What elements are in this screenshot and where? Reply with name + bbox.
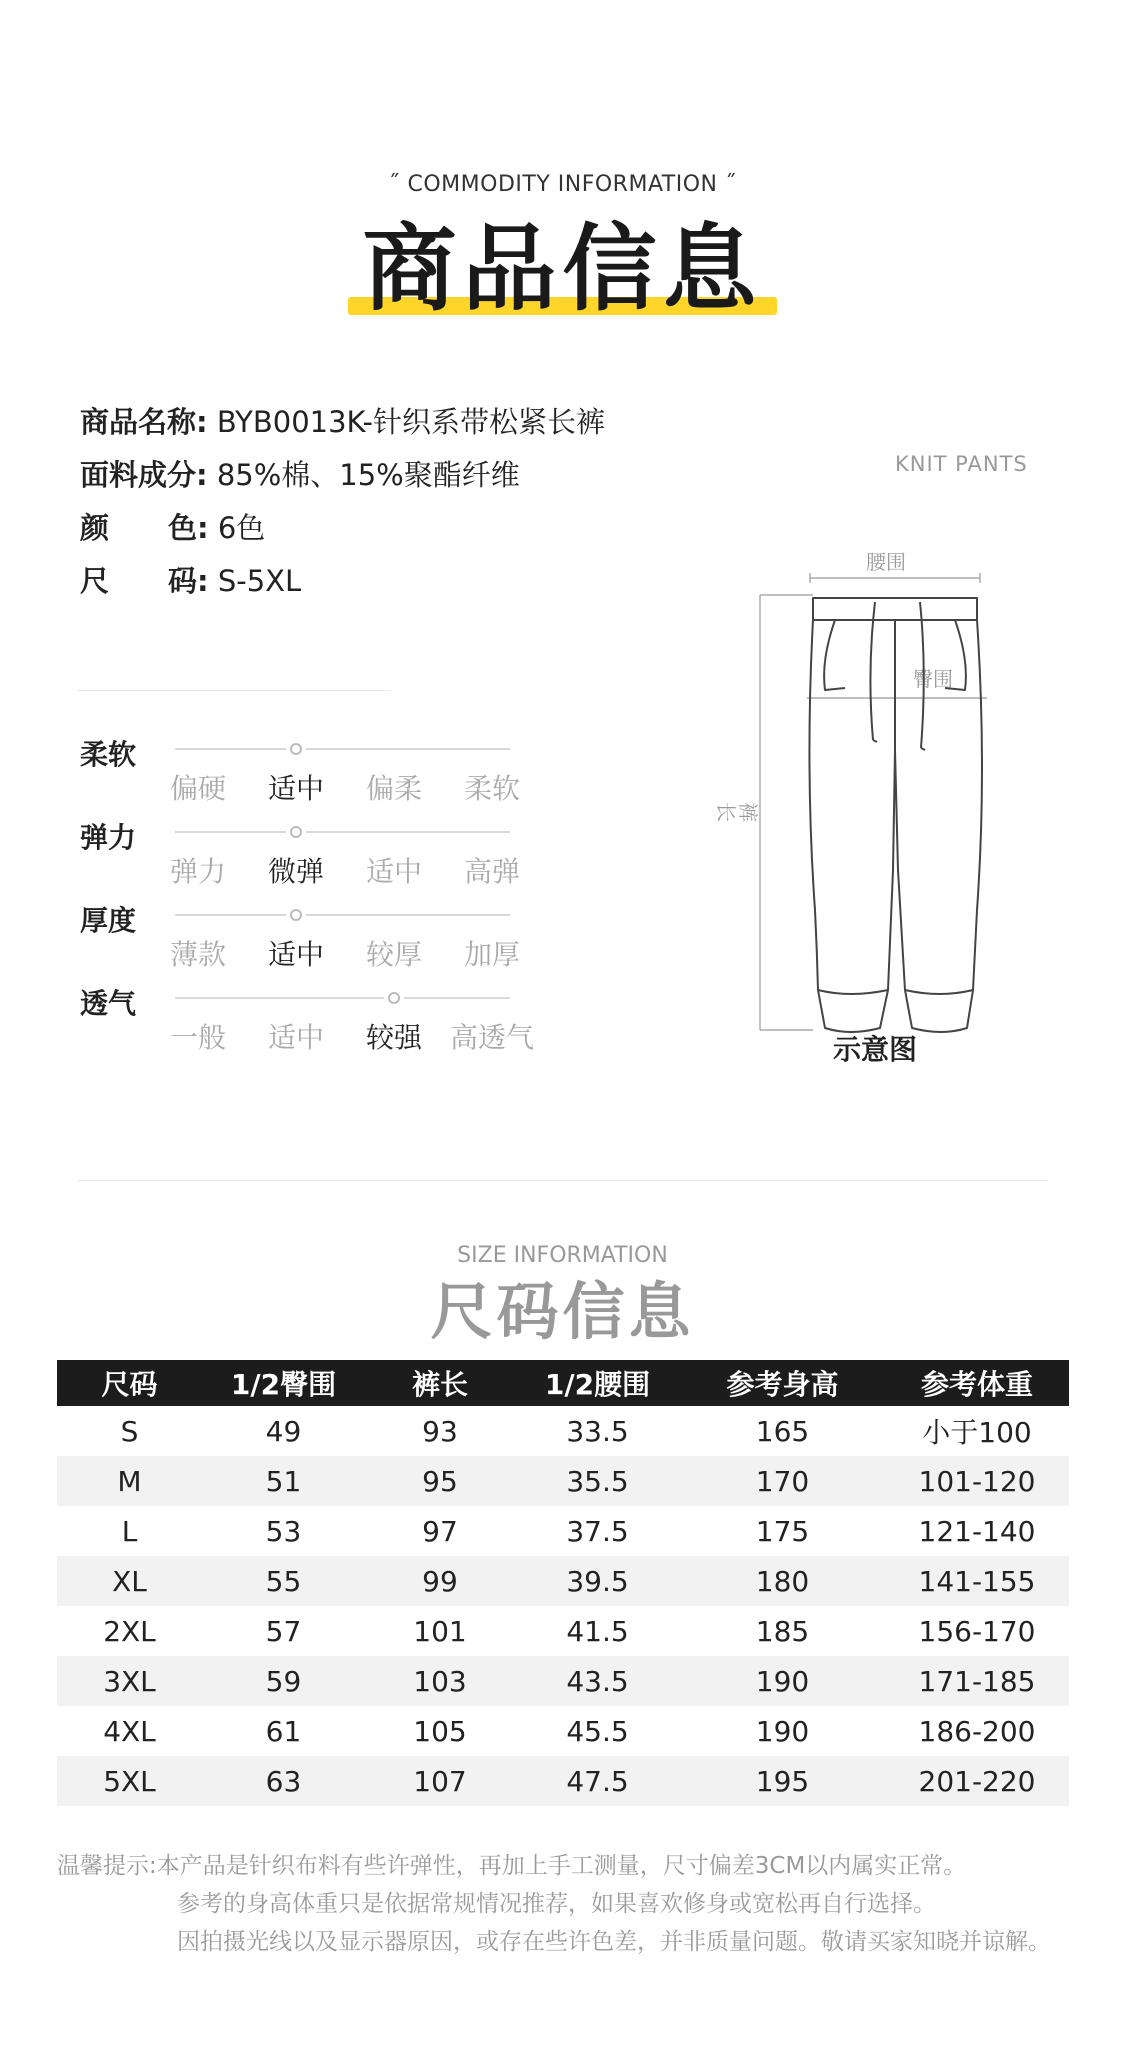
header-length: 裤长: [365, 1360, 515, 1406]
table-cell: 63: [202, 1756, 365, 1806]
table-row: [57, 1506, 1069, 1556]
color-row: [80, 506, 265, 547]
table-cell: 45.5: [566, 1714, 629, 1748]
table-cell: 190: [680, 1656, 885, 1706]
tips-line-1: [57, 1847, 966, 1885]
scale-option: 较厚: [365, 938, 422, 971]
table-row: [57, 1556, 1069, 1606]
length-label: [714, 790, 760, 834]
hip-label: 臀围: [913, 667, 953, 691]
table-cell: L: [121, 1514, 138, 1548]
scale-marker: [290, 826, 302, 838]
tips-text-1: 本产品是针织布料有些许弹性，再加上手工测量，尺寸偏差3CM以内属实正常。: [156, 1853, 967, 1879]
table-cell: 33.5: [566, 1414, 629, 1448]
table-cell: 195: [680, 1756, 885, 1806]
product-name-label: 商品名称:: [80, 405, 208, 439]
table-cell: 37.5: [566, 1514, 629, 1548]
waist-label: 腰围: [866, 550, 906, 574]
scale-option: 适中: [267, 1021, 324, 1054]
tips-line-2: 参考的身高体重只是依据常规情况推荐，如果喜欢修身或宽松再自行选择。: [177, 1891, 936, 1917]
scale-option: 柔软: [463, 772, 520, 805]
table-cell: 170: [680, 1456, 885, 1506]
diagram-caption: 示意图: [832, 1033, 917, 1066]
size-value: S-5XL: [217, 564, 302, 598]
fabric-row: [80, 453, 520, 494]
table-cell: 156-170: [918, 1614, 1036, 1648]
table-cell: 101: [413, 1614, 467, 1648]
scale-track: [175, 748, 286, 750]
header-size: 尺码: [57, 1360, 202, 1406]
size-label-2: 码:: [168, 564, 209, 598]
table-row: [57, 1606, 1069, 1656]
header-waist: 1/2腰围: [515, 1360, 680, 1406]
product-name-row: [80, 400, 605, 441]
scale-option: 高弹: [463, 855, 520, 888]
table-cell: 99: [365, 1556, 515, 1606]
table-cell: 57: [265, 1614, 302, 1648]
table-cell: 186-200: [918, 1714, 1036, 1748]
table-cell: 5XL: [57, 1756, 202, 1806]
scale-option: 适中: [267, 938, 324, 971]
scale-option: 偏硬: [169, 772, 226, 805]
color-value: 6色: [217, 511, 266, 545]
header-weight: 参考体重: [885, 1360, 1069, 1406]
table-cell: S: [120, 1414, 139, 1448]
scale-track: [306, 748, 510, 750]
scale-marker: [388, 992, 400, 1004]
scale-option: 适中: [267, 772, 324, 805]
table-cell: 103: [365, 1656, 515, 1706]
scale-option: 高透气: [449, 1021, 534, 1054]
scale-track: [175, 914, 286, 916]
size-table-header: [57, 1360, 1069, 1406]
table-cell: 53: [265, 1514, 302, 1548]
table-row: [57, 1756, 1069, 1806]
pants-outline-icon: [809, 598, 982, 1032]
fabric-value: 85%棉、15%聚酯纤维: [216, 458, 520, 492]
size-eyebrow: SIZE INFORMATION: [457, 1243, 668, 1268]
title-wrap: [0, 215, 1125, 325]
table-cell: 41.5: [566, 1614, 629, 1648]
color-label-2: 色:: [168, 511, 209, 545]
page-title: [362, 215, 762, 325]
table-cell: 4XL: [103, 1714, 156, 1748]
measure-lines: [760, 573, 987, 1030]
pants-diagram: [755, 570, 995, 1040]
size-title: 尺码信息: [430, 1275, 695, 1348]
product-name-value: BYB0013K-针织系带松紧长裤: [216, 405, 605, 439]
table-cell: 61: [265, 1714, 302, 1748]
table-cell: 201-220: [885, 1756, 1069, 1806]
length-label-text: 裤长: [714, 802, 760, 822]
attribute-label: 厚度: [80, 904, 137, 937]
table-cell: 47.5: [515, 1756, 680, 1806]
scale-marker: [290, 909, 302, 921]
table-row: [57, 1656, 1069, 1706]
table-cell: 59: [202, 1656, 365, 1706]
size-label-1: 尺: [80, 564, 110, 598]
scale-option: 适中: [365, 855, 422, 888]
table-cell: 175: [755, 1514, 810, 1548]
table-cell: M: [57, 1456, 202, 1506]
size-row: [80, 559, 301, 600]
scale-option: 微弹: [267, 855, 324, 888]
table-cell: 97: [422, 1514, 458, 1548]
table-cell: 51: [202, 1456, 365, 1506]
scale-track: [175, 997, 384, 999]
table-cell: 121-140: [918, 1514, 1036, 1548]
table-cell: 105: [413, 1714, 467, 1748]
info-divider: [78, 690, 390, 691]
table-cell: 190: [755, 1714, 810, 1748]
table-cell: 185: [755, 1614, 810, 1648]
table-cell: 107: [365, 1756, 515, 1806]
table-cell: 2XL: [103, 1614, 156, 1648]
table-cell: 3XL: [57, 1656, 202, 1706]
header-height: 参考身高: [680, 1360, 885, 1406]
scale-option: 加厚: [463, 938, 520, 971]
table-cell: 小于100: [922, 1416, 1032, 1449]
table-cell: 39.5: [515, 1556, 680, 1606]
table-cell: 101-120: [885, 1456, 1069, 1506]
page-title-text: 商品信息: [362, 215, 763, 324]
section-divider: [78, 1180, 1048, 1181]
table-cell: 35.5: [515, 1456, 680, 1506]
scale-track: [404, 997, 510, 999]
scale-option: 薄款: [169, 938, 226, 971]
knit-pants-tag: KNIT PANTS: [895, 452, 1028, 476]
scale-option: 偏柔: [365, 772, 422, 805]
table-row: [57, 1456, 1069, 1506]
scale-option: 弹力: [169, 855, 226, 888]
size-table: [57, 1360, 1069, 1806]
scale-option: 一般: [169, 1021, 226, 1054]
table-row: [57, 1706, 1069, 1756]
table-cell: XL: [57, 1556, 202, 1606]
scale-option: 较强: [365, 1021, 422, 1054]
table-cell: 171-185: [885, 1656, 1069, 1706]
table-cell: 180: [680, 1556, 885, 1606]
header-hip: 1/2臀围: [202, 1360, 365, 1406]
scale-track: [175, 831, 286, 833]
table-cell: 93: [422, 1414, 458, 1448]
table-cell: 55: [202, 1556, 365, 1606]
commodity-eyebrow: ˝ COMMODITY INFORMATION ˝: [388, 172, 737, 197]
table-cell: 141-155: [885, 1556, 1069, 1606]
tips-label: 温馨提示:: [57, 1853, 157, 1879]
fabric-label: 面料成分:: [80, 458, 208, 492]
attribute-label: 透气: [80, 987, 137, 1020]
size-table-body: [57, 1406, 1069, 1806]
color-label-1: 颜: [80, 511, 110, 545]
table-cell: 43.5: [515, 1656, 680, 1706]
table-cell: 49: [265, 1414, 302, 1448]
attribute-label: 弹力: [80, 821, 137, 854]
attribute-label: 柔软: [80, 738, 137, 771]
scale-track: [306, 831, 510, 833]
table-row: [57, 1406, 1069, 1456]
scale-track: [306, 914, 510, 916]
scale-marker: [290, 743, 302, 755]
tips-line-3: 因拍摄光线以及显示器原因，或存在些许色差，并非质量问题。敬请买家知晓并谅解。: [177, 1929, 1051, 1955]
table-cell: 165: [755, 1414, 810, 1448]
table-cell: 95: [365, 1456, 515, 1506]
